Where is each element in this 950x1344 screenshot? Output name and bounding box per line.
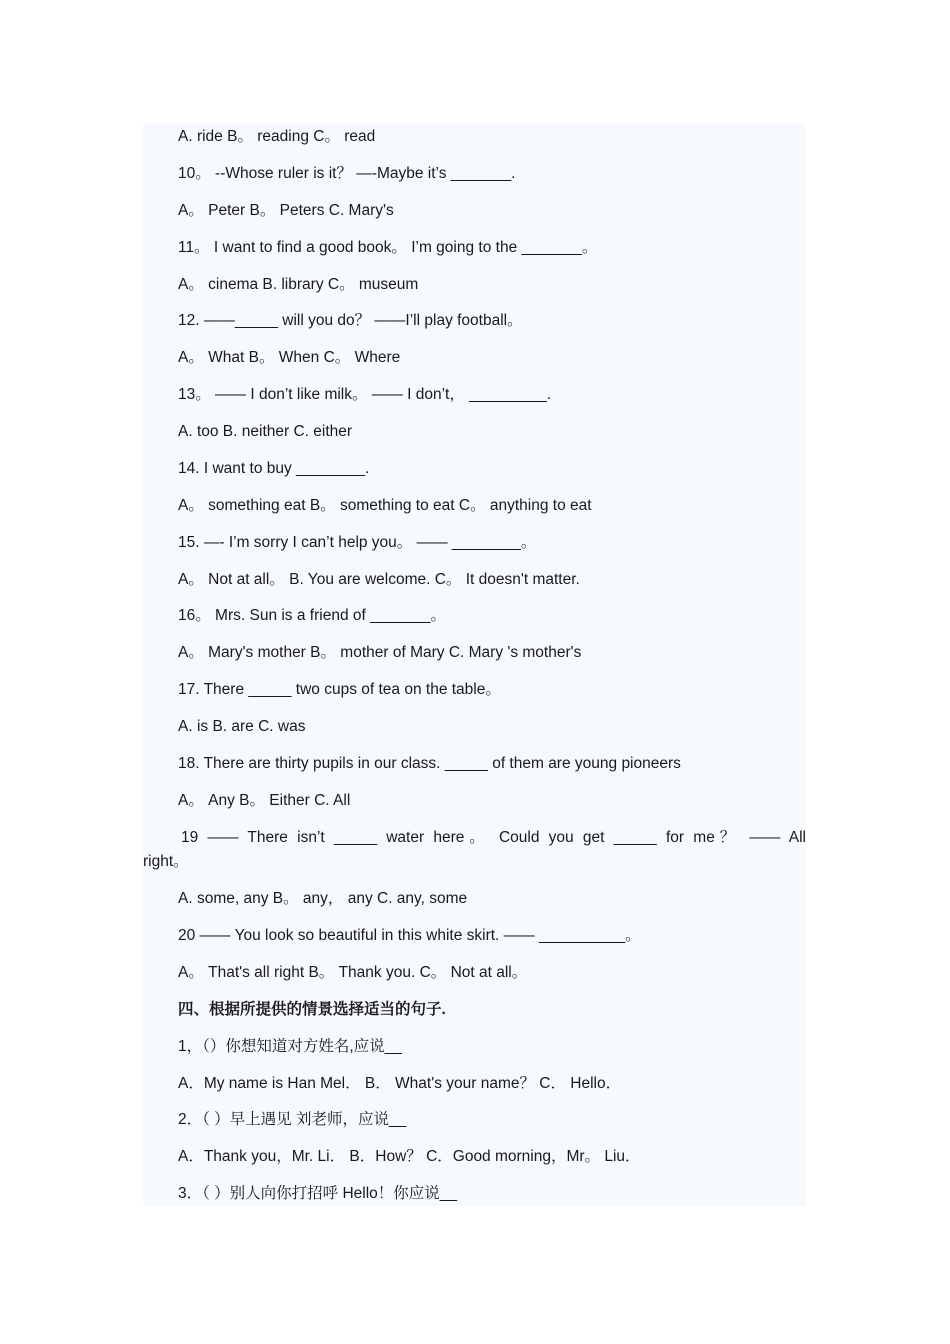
q19-question-line2: right。: [143, 853, 189, 870]
q12-options: A。 What B。 When C。 Where: [178, 349, 401, 366]
situation-3-question: 3．（ ）别人向你打招呼 Hello！你应说__: [178, 1185, 458, 1202]
situation-2-options: A．Thank you，Mr. Li． B．How？ C．Good morning，Mr。 Liu．: [178, 1148, 641, 1165]
worksheet-page: [143, 124, 806, 1206]
q9-options: A. ride B。 reading C。 read: [178, 128, 376, 145]
q19-question-line1: 19 —— There isn’t _____ water here。 Could you get _____ for me？ —— All: [181, 829, 806, 846]
q13-question: 13。 —— I don’t like milk。 —— I don’t， _________.: [178, 386, 552, 403]
q10-options: A。 Peter B。 Peters C. Mary's: [178, 202, 394, 219]
q10-question: 10。 --Whose ruler is it？ —-Maybe it’s _______.: [178, 165, 516, 182]
situation-1-options: A．My name is Han Mel． B． What's your name？ C． Hello．: [178, 1075, 622, 1092]
q14-question: 14. I want to buy ________.: [178, 460, 370, 477]
q11-options: A。 cinema B. library C。 museum: [178, 276, 419, 293]
q18-question: 18. There are thirty pupils in our class. _____ of them are young pioneers: [178, 755, 681, 772]
section-heading: 四、根据所提供的情景选择适当的句子.: [178, 1001, 446, 1018]
q20-options: A。 That's all right B。 Thank you. C。 Not at all。: [178, 964, 528, 981]
q16-options: A。 Mary's mother B。 mother of Mary C. Mary 's mother's: [178, 644, 582, 661]
q12-question: 12. ——_____ will you do？ ——I’ll play football。: [178, 312, 523, 329]
q17-question: 17. There _____ two cups of tea on the table。: [178, 681, 501, 698]
q11-question: 11。 I want to find a good book。 I’m going to the _______。: [178, 239, 598, 256]
q13-options: A. too B. neither C. either: [178, 423, 353, 440]
q19-options: A. some, any B。 any， any C. any, some: [178, 890, 468, 907]
q16-question: 16。 Mrs. Sun is a friend of _______。: [178, 607, 446, 624]
q15-options: A。 Not at all。 B. You are welcome. C。 It doesn't matter.: [178, 571, 580, 588]
q20-question: 20 —— You look so beautiful in this white skirt. —— __________。: [178, 927, 641, 944]
situation-2-question: 2．（ ）早上遇见 刘老师，应说__: [178, 1111, 407, 1128]
q14-options: A。 something eat B。 something to eat C。 anything to eat: [178, 497, 592, 514]
situation-1-question: 1，（）你想知道对方姓名,应说__: [178, 1038, 402, 1055]
q15-question: 15. —- I’m sorry I can’t help you。 —— ________。: [178, 534, 537, 551]
q17-options: A. is B. are C. was: [178, 718, 306, 735]
q18-options: A。 Any B。 Either C. All: [178, 792, 351, 809]
